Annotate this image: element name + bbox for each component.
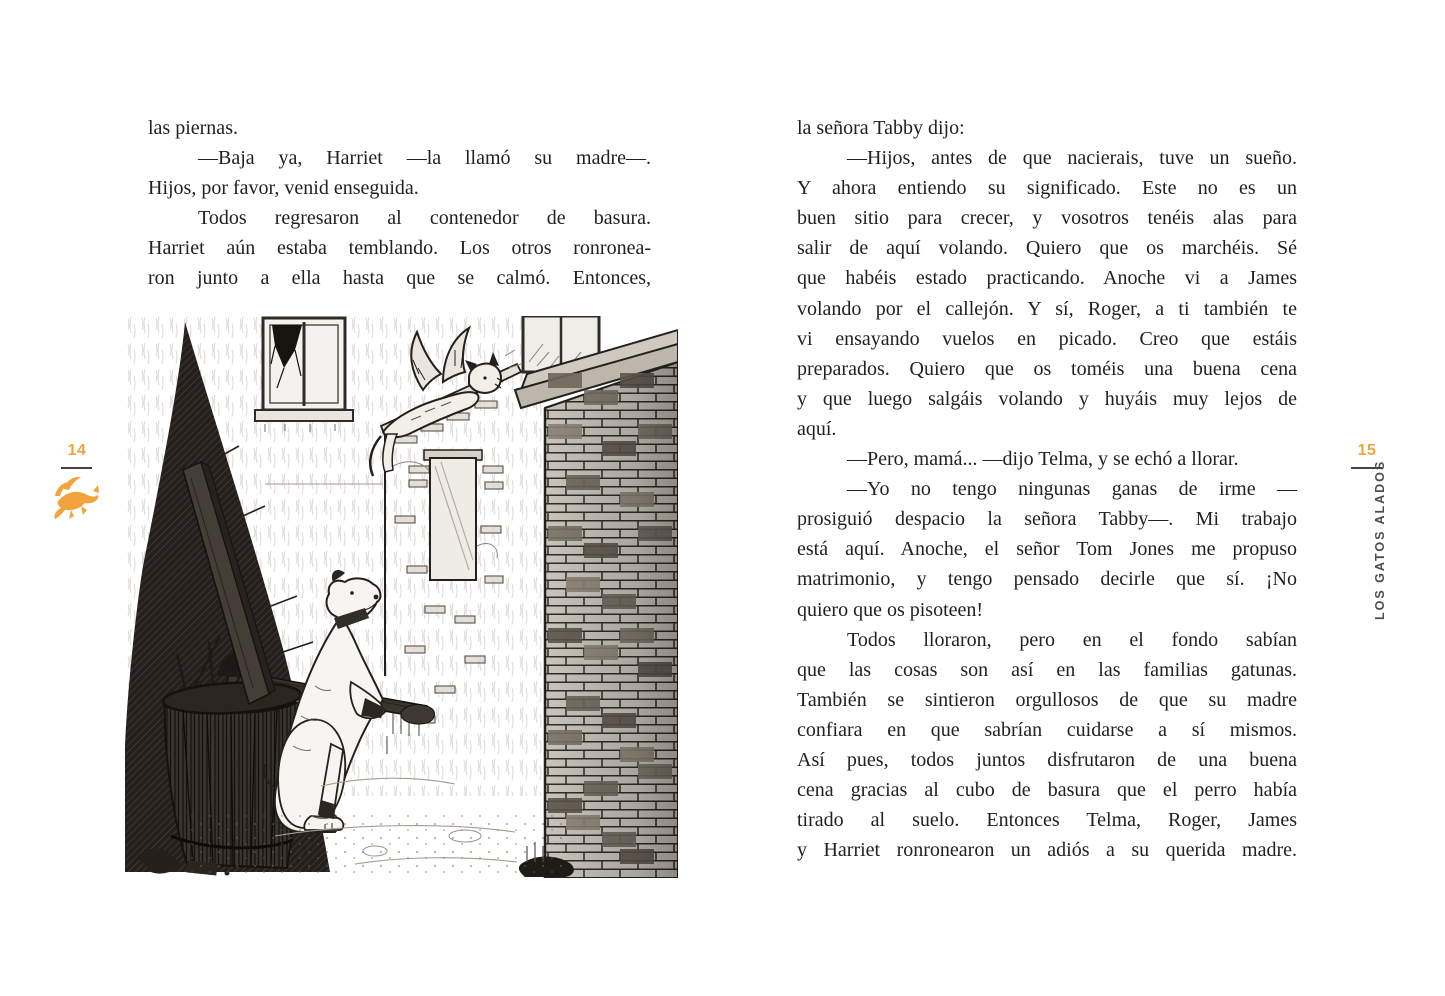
text-line: que las cosas son así en las familias gatunas. — [797, 658, 1297, 681]
spine-title: LOS GATOS ALADOS — [1373, 459, 1387, 620]
text-line: tirado al suelo. Entonces Telma, Roger, James — [797, 809, 1297, 832]
text-line: y que luego salgáis volando y huyáis muy lejos de — [797, 387, 1297, 410]
page-number-left: 14 — [67, 442, 87, 459]
text-line: prosiguió despacio la señora Tabby—. Mi trabajo — [797, 508, 1297, 531]
boarded-window — [424, 450, 482, 580]
folio-rule-left — [61, 467, 92, 469]
text-line: Todos regresaron al contenedor de basura. — [198, 207, 651, 230]
text-line: —Pero, mamá... —dijo Telma, y se echó a llorar. — [847, 448, 1239, 471]
text-line: —Yo no tengo ningunas ganas de irme — — [847, 478, 1297, 501]
text-line: —Baja ya, Harriet —la llamó su madre—. — [198, 147, 651, 170]
alley-illustration — [125, 316, 678, 878]
text-line: Así pues, todos juntos disfrutaron de una buena — [797, 748, 1297, 771]
text-line: Y ahora entiendo su significado. Este no es un — [797, 177, 1297, 200]
text-line: y Harriet ronronearon un adiós a su querida madre. — [797, 839, 1297, 862]
text-line: quiero que os pisoteen! — [797, 598, 984, 621]
spine-title-wrap — [1349, 459, 1387, 622]
text-line: aquí. — [797, 417, 837, 440]
text-line: que habéis estado practicando. Anoche vi a James — [797, 267, 1297, 290]
text-line: preparados. Quiero que os toméis una buena cena — [797, 357, 1297, 380]
text-line: vi ensayando vuelos en picado. Creo que estáis — [797, 327, 1297, 350]
broken-window — [255, 318, 353, 432]
text-line: está aquí. Anoche, el señor Tom Jones me propuso — [797, 538, 1297, 561]
text-line: la señora Tabby dijo: — [797, 117, 965, 139]
text-line: También se sintieron orgullosos de que su madre — [797, 688, 1297, 711]
text-line: Hijos, por favor, venid enseguida. — [148, 177, 419, 200]
page-number-right: 15 — [1357, 442, 1377, 459]
text-line: Todos lloraron, pero en el fondo sabían — [847, 628, 1297, 651]
text-line: las piernas. — [148, 117, 238, 139]
text-line: matrimonio, y tengo pensado decirle que sí. ¡No — [797, 568, 1297, 591]
text-line: ron junto a ella hasta que se calmó. Entonces, — [148, 267, 651, 290]
text-line: —Hijos, antes de que nacierais, tuve un sueño. — [847, 147, 1297, 170]
left-page-text — [148, 113, 651, 294]
text-line: salir de aquí volando. Quiero que os marchéis. Sé — [797, 237, 1297, 260]
text-line: Harriet aún estaba temblando. Los otros ronronea- — [148, 237, 651, 260]
catwings-icon — [52, 474, 102, 524]
text-line: volando por el callejón. Y sí, Roger, a ti también te — [797, 297, 1297, 320]
right-page-text — [797, 113, 1297, 865]
text-line: cena gracias al cubo de basura que el perro había — [797, 779, 1297, 802]
text-line: buen sitio para crecer, y vosotros tenéis alas para — [797, 207, 1297, 230]
text-line: confiara en que sabrían cuidarse a sí mismos. — [797, 718, 1297, 741]
